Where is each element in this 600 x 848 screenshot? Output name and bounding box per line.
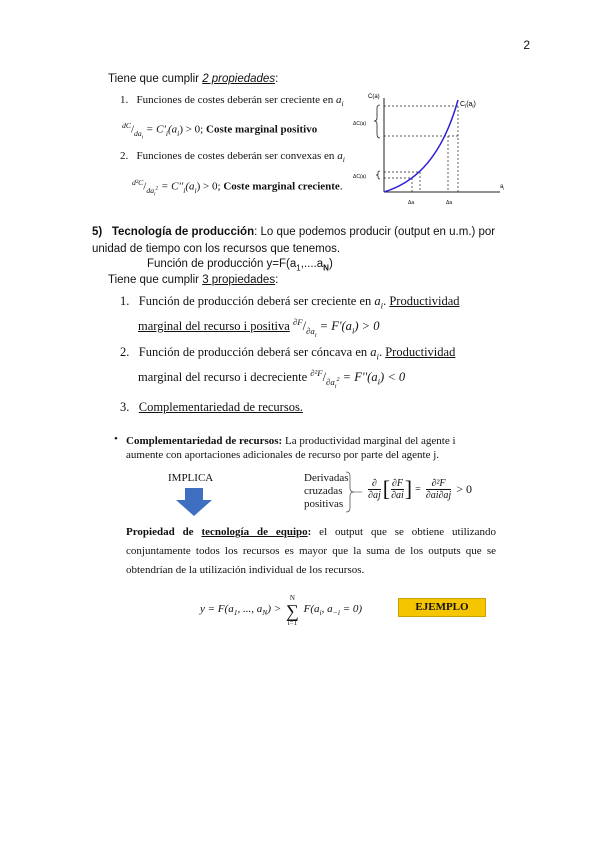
cost-f1-num: dC bbox=[122, 121, 131, 130]
cf-d2-den: ∂ai∂aj bbox=[425, 489, 452, 501]
prod-prop-3-text: Complementariedad de recursos. bbox=[138, 400, 303, 414]
prod-prop-1-line1 bbox=[120, 294, 515, 311]
cost-f2-num: d²C bbox=[132, 178, 144, 187]
prod-intro-suffix: : bbox=[275, 274, 279, 286]
graph-x-label: $a_i$ bbox=[500, 184, 505, 191]
cost-f1-mid: = C' bbox=[143, 123, 166, 136]
propiedad-text: el output que se obtiene utilizando conjuntamente todos los recursos es mayor que la suma de los outputs que se obtendrían de la utilización individual de los recursos. bbox=[126, 526, 496, 576]
production-function bbox=[147, 258, 333, 272]
prod-prop-2-line2: marginal del recurso i decreciente bbox=[138, 370, 308, 385]
sum-top: N bbox=[289, 594, 295, 602]
cost-curve bbox=[384, 100, 458, 192]
prod-props-intro bbox=[108, 274, 278, 286]
cost-f2-den: da bbox=[146, 185, 155, 195]
prod-f2-rest-sub: i bbox=[377, 376, 381, 387]
cost-f2-den-sup: 2 bbox=[155, 185, 159, 192]
sum-operator bbox=[286, 595, 299, 627]
intro-suffix: : bbox=[275, 73, 279, 85]
cost-prop-1-var: a bbox=[335, 94, 342, 106]
propiedad-paragraph bbox=[126, 523, 496, 580]
prod-prop-1-line2: marginal del recurso i positiva bbox=[138, 319, 290, 334]
prod-prop-2-num: 2. bbox=[120, 345, 130, 359]
intro-prefix: Tiene que cumplir bbox=[108, 73, 203, 85]
derivadas-brace bbox=[344, 470, 364, 514]
prod-prop-2-u: Productividad bbox=[385, 345, 456, 359]
cost-props-intro bbox=[108, 73, 278, 85]
cost-prop-2 bbox=[120, 150, 345, 164]
graph-curve-label: $C_i(a_i)$ bbox=[460, 101, 476, 110]
sum-symbol: ∑ bbox=[286, 601, 299, 621]
prod-fn-sub1: 1 bbox=[296, 263, 301, 273]
prod-prop-2-var: a bbox=[370, 345, 377, 359]
cost-f2-arg-sub: i bbox=[194, 185, 197, 195]
cost-prop-1 bbox=[120, 94, 344, 108]
prod-prop-2-var-sub: i bbox=[376, 351, 379, 362]
cost-prop-1-num: 1. bbox=[120, 94, 129, 106]
prod-f1-den-sub: i bbox=[314, 332, 317, 339]
graph-tick-right: Δa bbox=[446, 200, 453, 206]
cf-d2-num: ∂²F bbox=[426, 478, 451, 490]
prod-prop-3-num: 3. bbox=[120, 400, 130, 414]
prod-prop-2-dot: . bbox=[378, 345, 386, 359]
sum-formula bbox=[200, 595, 362, 627]
cost-f1-mid-sub: i bbox=[165, 128, 168, 138]
section-5 bbox=[92, 224, 517, 258]
cost-f2-label: Coste marginal creciente bbox=[223, 180, 340, 193]
prod-f2-den-sup: 2 bbox=[336, 376, 340, 383]
cost-graph bbox=[350, 88, 510, 216]
prod-f2-den-sub: i bbox=[334, 383, 337, 390]
bullet-bold: Complementariedad de recursos: bbox=[126, 435, 283, 447]
prod-f2-den: ∂a bbox=[326, 376, 335, 387]
prod-prop-1-var: a bbox=[374, 294, 381, 308]
section-5-text: : Lo que podemos producir (output en u.m.) por unidad de tiempo con los recursos que tenemos. bbox=[92, 226, 496, 255]
prod-intro-prefix: Tiene que cumplir bbox=[108, 274, 203, 286]
graph-brace-top-label: ΔC(a) bbox=[353, 121, 367, 127]
page-number: 2 bbox=[523, 38, 530, 52]
prod-prop-1-dot: . bbox=[383, 294, 390, 308]
prod-prop-1-text: Función de producción deberá ser creciente en bbox=[138, 294, 375, 308]
cf-inner-den: ∂ai bbox=[391, 489, 404, 501]
prod-f1-num: ∂F bbox=[292, 317, 303, 327]
cost-f2-den-sub: i bbox=[154, 191, 156, 198]
intro-link: 2 propiedades bbox=[202, 73, 276, 85]
cost-f1-den-sub: i bbox=[141, 134, 144, 141]
cost-f1-den: da bbox=[134, 128, 142, 138]
graph-tick-left: Δa bbox=[408, 200, 415, 206]
propiedad-prefix: Propiedad de bbox=[126, 526, 202, 538]
cost-f1-label: Coste marginal positivo bbox=[206, 123, 318, 136]
propiedad-suffix: : bbox=[307, 526, 312, 538]
cost-prop-2-var: a bbox=[337, 150, 343, 162]
cost-f2-end: . bbox=[339, 180, 343, 193]
prod-prop-1-num: 1. bbox=[120, 294, 130, 308]
section-5-number: 5) bbox=[92, 226, 103, 238]
prod-prop-2-line2: marginal del recurso i decreciente $^{\partial^2F}/_{\partial a_i^2} = F''(a_i) < 0$ bbox=[138, 368, 406, 390]
graph-y-label: C(a) bbox=[368, 94, 380, 100]
cost-prop-2-num: 2. bbox=[120, 150, 129, 162]
cost-prop-2-formula: $^{d^2C}/_{da_i^2} = C''_i(a_i) > 0$; Coste marginal creciente. bbox=[132, 178, 343, 198]
prod-prop-1-line2: marginal del recurso i positiva $^{\partial F}/_{\partial a_i} = F'(a_i) > 0$ bbox=[138, 317, 380, 339]
cross-formula-table bbox=[366, 476, 475, 502]
derivadas-line-1: Derivadas bbox=[304, 472, 349, 484]
cost-f1-arg-sub: i bbox=[177, 128, 180, 138]
bullet-paragraph bbox=[126, 433, 496, 449]
prod-prop-1-u: Productividad bbox=[389, 294, 460, 308]
graph-brace-bottom-label: ΔC(a) bbox=[353, 174, 367, 180]
prod-f1-rest-sub: i bbox=[351, 325, 355, 336]
cost-f2-mid: = C'' bbox=[158, 180, 184, 193]
cf-d1-num: ∂ bbox=[368, 478, 381, 490]
sum-lhs: $y = F(a_1$, ..., $a_N$) > bbox=[200, 603, 282, 618]
prod-f1-end: ) > 0 bbox=[354, 319, 380, 334]
derivadas-label bbox=[304, 472, 349, 511]
derivadas-line-2: cruzadas bbox=[304, 485, 343, 497]
cf-inner-num: ∂F bbox=[391, 477, 403, 489]
cf-eq: = bbox=[415, 483, 421, 495]
cf-d1-den: ∂aj bbox=[368, 489, 381, 501]
prod-f2-num: ∂²F bbox=[310, 368, 323, 378]
cf-bracket-open: [ bbox=[382, 476, 391, 501]
prod-prop-2-text: Función de producción deberá ser cóncava en bbox=[138, 345, 371, 359]
cost-f2-arg: (a bbox=[185, 180, 195, 193]
prod-fn-end: ) bbox=[328, 258, 333, 270]
ejemplo-button[interactable]: EJEMPLO bbox=[398, 598, 486, 617]
propiedad-u: tecnología de equipo bbox=[201, 526, 308, 538]
cost-prop-2-var-sub: i bbox=[342, 155, 345, 165]
cost-f2-tail: ) > 0; bbox=[196, 180, 224, 193]
cost-prop-1-text: Funciones de costes deberán ser creciente en bbox=[136, 94, 336, 106]
brace-top bbox=[374, 105, 380, 138]
cost-prop-2-text: Funciones de costes deberán ser convexas en bbox=[136, 150, 338, 162]
prod-f2-rest: = F''(a bbox=[339, 370, 378, 385]
cf-bracket-close: ] bbox=[404, 476, 413, 501]
cost-f2-mid-sub: i bbox=[183, 185, 186, 195]
prod-prop-2-line1 bbox=[120, 345, 515, 362]
prod-f1-rest: = F'(a bbox=[316, 319, 352, 334]
implica-label: IMPLICA bbox=[168, 472, 214, 484]
prod-prop-3 bbox=[120, 400, 303, 415]
sum-rhs: $F(a_i$, $a_{-i} = 0$) bbox=[303, 603, 363, 618]
prod-fn-mid: ,....a bbox=[300, 258, 324, 270]
cost-f1-arg: (a bbox=[168, 123, 178, 136]
implica-arrow-icon bbox=[176, 488, 212, 516]
sum-bottom: i=1 bbox=[287, 619, 298, 627]
prod-f1-den: ∂a bbox=[306, 325, 315, 336]
cost-prop-1-var-sub: i bbox=[341, 99, 344, 109]
cf-gt: > 0 bbox=[456, 481, 472, 496]
derivadas-line-3: positivas bbox=[304, 498, 344, 510]
cost-f1-tail: ) > 0; bbox=[179, 123, 206, 136]
prod-fn-text: Función de producción y=F(a bbox=[147, 258, 297, 270]
prod-f2-end: ) < 0 bbox=[380, 370, 406, 385]
prod-fn-sub2: N bbox=[323, 263, 329, 273]
cost-prop-1-formula: $^{dC}/_{da_i} = C'_i(a_i) > 0$; Coste marginal positivo bbox=[122, 121, 318, 141]
bullet-text1: La productividad marginal del agente i bbox=[282, 435, 456, 447]
brace-bottom bbox=[376, 171, 380, 179]
section-5-title: Tecnología de producción bbox=[111, 226, 255, 238]
prod-intro-link: 3 propiedades bbox=[202, 274, 276, 286]
bullet-line2: aumente con aportaciones adicionales de recurso por parte del agente j. bbox=[126, 449, 440, 461]
bullet-symbol: • bbox=[114, 433, 118, 445]
prod-prop-1-var-sub: i bbox=[380, 300, 384, 311]
cross-derivative-formula bbox=[366, 476, 475, 502]
